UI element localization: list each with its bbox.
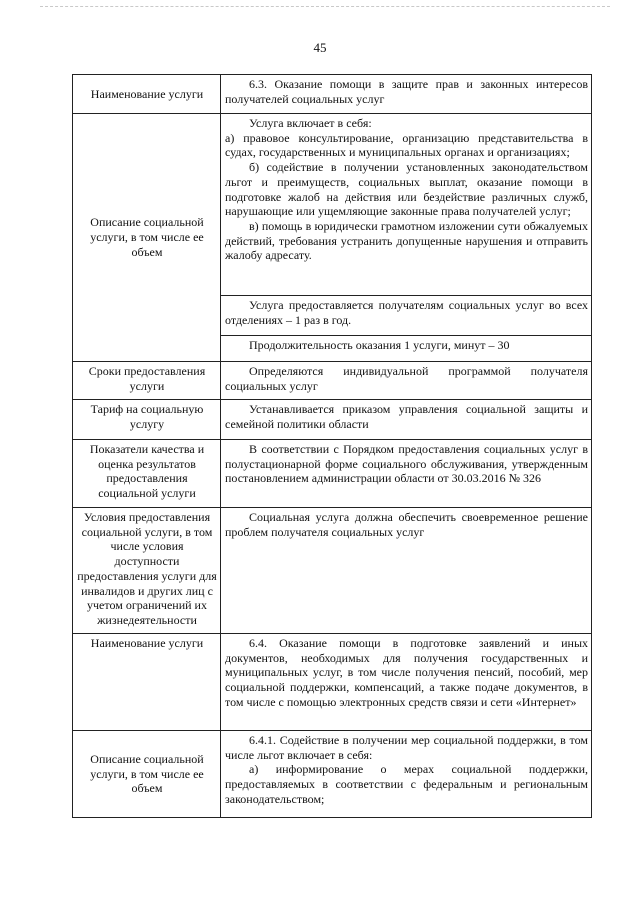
paragraph: Продолжительность оказания 1 услуги, минут – 30 bbox=[249, 338, 510, 352]
row-label: Тариф на социальную услугу bbox=[73, 400, 221, 440]
scan-top-edge bbox=[40, 6, 610, 7]
paragraph: б) содействие в получении установленных законодательством льгот и преимуществ, социальных выплат, оказание помощи в подготовке жалоб на действия или бездействие различных служб, нарушающие или ущемляющие законные права получателей услуг; bbox=[225, 160, 588, 219]
paragraph: в) помощь в юридически грамотном изложении сути обжалуемых действий, требования устранить допущенные нарушения и отправить жалобу адресату. bbox=[225, 218, 588, 263]
paragraph: В соответствии с Порядком предоставления социальных услуг в полустационарной форме социального обслуживания, утвержденным постановлением администрации области от 30.03.2016 № 326 bbox=[225, 442, 588, 486]
row-label: Показатели качества и оценка результатов предоставления социальной услуги bbox=[73, 440, 221, 508]
service-title: 6.4. Оказание помощи в подготовке заявлений и иных документов, необходимых для получения государственных и муниципальных услуг, в том числе получения пенсий, пособий, мер социальной поддержки, компенсаций, а также подаче документов, в том числе с помощью электронных средств связи и сети «Интернет» bbox=[225, 636, 588, 709]
row-value bbox=[221, 508, 592, 634]
paragraph: Определяются индивидуальной программой получателя социальных услуг bbox=[225, 364, 588, 393]
row-value bbox=[221, 296, 592, 336]
table-row bbox=[73, 508, 592, 634]
paragraph: Услуга включает в себя: bbox=[249, 116, 372, 130]
row-label: Описание социальной услуги, в том числе ее объем bbox=[73, 731, 221, 818]
row-value bbox=[221, 634, 592, 731]
row-value bbox=[221, 114, 592, 296]
row-value bbox=[221, 336, 592, 362]
table-row bbox=[73, 362, 592, 400]
table-row bbox=[73, 75, 592, 114]
paragraph: а) информирование о мерах социальной поддержки, предоставляемых в соответствии с федеральным и региональным законодательством; bbox=[225, 762, 588, 806]
row-label: Условия предоставления социальной услуги, в том числе условия доступности предоставления услуги для инвалидов и других лиц с учетом ограничений их жизнедеятельности bbox=[73, 508, 221, 634]
service-title: 6.3. Оказание помощи в защите прав и законных интересов получателей социальных услуг bbox=[225, 77, 588, 106]
table-row bbox=[73, 731, 592, 818]
row-label: Наименование услуги bbox=[73, 634, 221, 731]
paragraph: Устанавливается приказом управления социальной защиты и семейной политики области bbox=[225, 402, 588, 431]
row-value bbox=[221, 75, 592, 114]
row-label: Наименование услуги bbox=[73, 75, 221, 114]
row-label: Описание социальной услуги, в том числе ее объем bbox=[73, 114, 221, 362]
row-value bbox=[221, 731, 592, 818]
table-row bbox=[73, 440, 592, 508]
row-label: Сроки предоставления услуги bbox=[73, 362, 221, 400]
services-table bbox=[72, 74, 592, 818]
table-row bbox=[73, 114, 592, 296]
row-value bbox=[221, 400, 592, 440]
page-number: 45 bbox=[313, 40, 327, 55]
row-value bbox=[221, 440, 592, 508]
paragraph: Услуга предоставляется получателям социальных услуг во всех отделениях – 1 раз в год. bbox=[225, 298, 588, 327]
table-row bbox=[73, 400, 592, 440]
paragraph: а) правовое консультирование, организацию представительства в судах, государственных и муниципальных органах и организациях; bbox=[225, 130, 588, 160]
paragraph: 6.4.1. Содействие в получении мер социальной поддержки, в том числе льгот включает в себя: bbox=[225, 733, 588, 762]
table-row bbox=[73, 634, 592, 731]
row-value bbox=[221, 362, 592, 400]
paragraph: Социальная услуга должна обеспечить своевременное решение проблем получателя социальных услуг bbox=[225, 510, 588, 539]
